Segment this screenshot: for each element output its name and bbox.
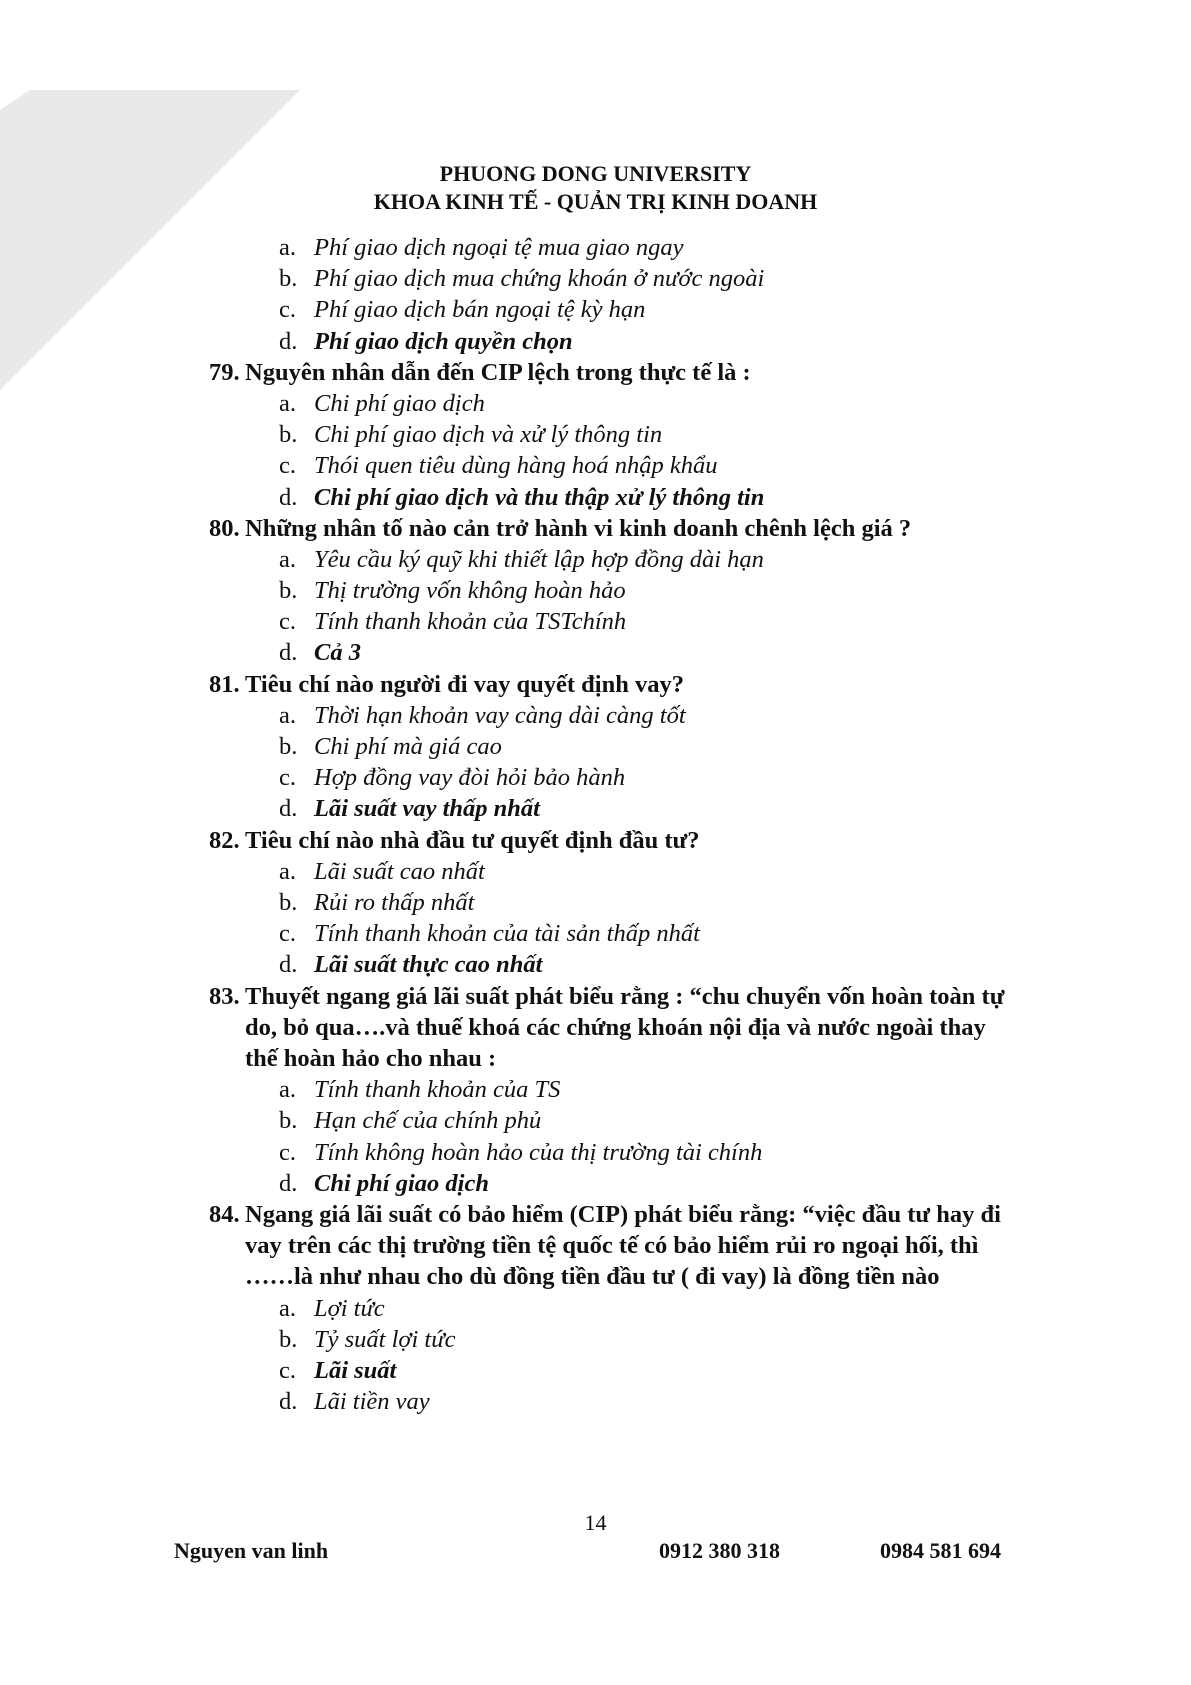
option-text: Thói quen tiêu dùng hàng hoá nhập khẩu bbox=[314, 452, 718, 480]
university-name: PHUONG DONG UNIVERSITY bbox=[439, 161, 752, 186]
option-letter: d. bbox=[279, 951, 298, 979]
option-item bbox=[209, 856, 1009, 887]
option-item bbox=[209, 388, 1009, 419]
option-text: Chi phí mà giá cao bbox=[314, 733, 502, 761]
question-number: 81. bbox=[209, 670, 240, 698]
option-item bbox=[209, 1074, 1009, 1105]
option-item bbox=[209, 419, 1009, 450]
footer-phone-1: 0912 380 318 bbox=[659, 1538, 780, 1563]
option-letter: b. bbox=[279, 889, 298, 916]
option-text: Lãi tiền vay bbox=[314, 1388, 430, 1416]
option-letter: b. bbox=[279, 733, 298, 761]
option-item bbox=[209, 1386, 1009, 1417]
question-83 bbox=[209, 981, 1009, 1075]
option-text: Lợi tức bbox=[314, 1294, 385, 1322]
option-letter: c. bbox=[279, 1356, 296, 1384]
option-item bbox=[209, 1105, 1009, 1136]
question-text: Tiêu chí nào người đi vay quyết định vay? bbox=[245, 670, 684, 698]
option-text: Hạn chế của chính phủ bbox=[314, 1107, 542, 1135]
option-letter: c. bbox=[279, 764, 296, 792]
option-letter: d. bbox=[279, 327, 298, 355]
option-letter: b. bbox=[279, 1325, 298, 1353]
option-item bbox=[209, 918, 1009, 949]
option-letter: b. bbox=[279, 577, 298, 605]
option-item bbox=[209, 887, 1009, 918]
option-letter: a. bbox=[279, 857, 296, 885]
option-item-correct bbox=[209, 326, 1009, 357]
option-letter: d. bbox=[279, 1388, 298, 1416]
footer-phone-2: 0984 581 694 bbox=[880, 1538, 1001, 1563]
option-letter: a. bbox=[279, 701, 296, 729]
option-item bbox=[209, 263, 1009, 294]
question-text: Nguyên nhân dẫn đến CIP lệch trong thực tế là : bbox=[245, 358, 751, 386]
option-item-correct bbox=[209, 793, 1009, 824]
option-item bbox=[209, 1293, 1009, 1324]
option-text: Phí giao dịch quyền chọn bbox=[314, 327, 573, 355]
option-item bbox=[209, 1137, 1009, 1168]
option-text: Phí giao dịch mua chứng khoán ở nước ngoài bbox=[314, 265, 765, 293]
option-letter: d. bbox=[279, 1169, 298, 1197]
page-number: 14 bbox=[584, 1510, 607, 1535]
option-letter: d. bbox=[279, 639, 298, 667]
question-text: Tiêu chí nào nhà đầu tư quyết định đầu tư? bbox=[245, 826, 700, 854]
option-letter: c. bbox=[279, 296, 296, 324]
option-item-correct bbox=[209, 949, 1009, 980]
option-letter: a. bbox=[279, 1294, 296, 1322]
option-text: Chi phí giao dịch bbox=[314, 1169, 489, 1197]
faculty-name: KHOA KINH TẾ - QUẢN TRỊ KINH DOANH bbox=[373, 189, 818, 214]
option-letter: a. bbox=[279, 545, 296, 573]
option-item bbox=[209, 700, 1009, 731]
option-item bbox=[209, 450, 1009, 481]
question-text: Thuyết ngang giá lãi suất phát biểu rằng : “chu chuyển vốn hoàn toàn tự do, bỏ qua….và thuế khoá các chứng khoán nội địa và nước ngoài thay thế hoàn hảo cho nhau : bbox=[245, 982, 1005, 1072]
question-list bbox=[209, 232, 1009, 1417]
option-letter: c. bbox=[279, 1138, 296, 1166]
question-number: 79. bbox=[209, 358, 240, 386]
option-text: Tính thanh khoản của TS bbox=[314, 1076, 561, 1104]
option-item bbox=[209, 544, 1009, 575]
question-text: Ngang giá lãi suất có bảo hiểm (CIP) phát biểu rằng: “việc đầu tư hay đi vay trên các thị trường tiền tệ quốc tế có bảo hiểm rủi ro ngoại hối, thì ……là như nhau cho dù đồng tiền đầu tư ( đi vay) là đồng tiền nào bbox=[245, 1200, 1001, 1291]
question-81 bbox=[209, 669, 1009, 700]
option-text: Chi phí giao dịch và xử lý thông tin bbox=[314, 421, 663, 449]
option-text: Hợp đồng vay đòi hỏi bảo hành bbox=[314, 764, 626, 792]
option-text: Lãi suất cao nhất bbox=[314, 857, 485, 885]
option-letter: a. bbox=[279, 389, 296, 417]
option-text: Yêu cầu ký quỹ khi thiết lập hợp đồng dài hạn bbox=[314, 545, 764, 573]
option-letter: b. bbox=[279, 1107, 298, 1135]
option-letter: a. bbox=[279, 234, 296, 261]
question-number: 82. bbox=[209, 826, 240, 854]
option-text: Thời hạn khoản vay càng dài càng tốt bbox=[314, 701, 686, 729]
option-letter: b. bbox=[279, 265, 298, 293]
question-number: 83. bbox=[209, 982, 240, 1010]
question-84 bbox=[209, 1199, 1009, 1293]
option-text: Tính thanh khoản của TSTchính bbox=[314, 608, 627, 636]
option-item bbox=[209, 731, 1009, 762]
question-79 bbox=[209, 357, 1009, 388]
option-letter: a. bbox=[279, 1076, 296, 1104]
option-text: Thị trường vốn không hoàn hảo bbox=[314, 577, 626, 605]
question-number: 80. bbox=[209, 514, 240, 542]
previous-question-options bbox=[209, 232, 1009, 357]
option-item-correct bbox=[209, 1168, 1009, 1199]
option-item bbox=[209, 232, 1009, 263]
option-letter: c. bbox=[279, 920, 296, 948]
option-item-correct bbox=[209, 482, 1009, 513]
option-text: Lãi suất bbox=[314, 1356, 397, 1384]
option-letter: d. bbox=[279, 483, 298, 511]
footer-name: Nguyen van linh bbox=[174, 1538, 329, 1563]
option-item-correct bbox=[209, 637, 1009, 668]
option-text: Cả 3 bbox=[314, 639, 361, 667]
option-text: Tỷ suất lợi tức bbox=[314, 1325, 456, 1353]
option-letter: c. bbox=[279, 452, 296, 480]
option-item bbox=[209, 606, 1009, 637]
question-number: 84. bbox=[209, 1200, 240, 1228]
option-text: Rủi ro thấp nhất bbox=[314, 889, 475, 916]
question-text: Những nhân tố nào cản trở hành vi kinh doanh chênh lệch giá ? bbox=[245, 514, 912, 542]
question-82 bbox=[209, 825, 1009, 856]
option-item bbox=[209, 294, 1009, 325]
option-text: Phí giao dịch ngoại tệ mua giao ngay bbox=[314, 234, 684, 261]
option-item bbox=[209, 575, 1009, 606]
option-item bbox=[209, 1324, 1009, 1355]
option-letter: d. bbox=[279, 795, 298, 823]
option-text: Lãi suất vay thấp nhất bbox=[314, 795, 540, 823]
option-letter: c. bbox=[279, 608, 296, 636]
question-80 bbox=[209, 513, 1009, 544]
option-text: Tính không hoàn hảo của thị trường tài chính bbox=[314, 1138, 763, 1166]
option-letter: b. bbox=[279, 421, 298, 449]
option-item-correct bbox=[209, 1355, 1009, 1386]
option-item bbox=[209, 762, 1009, 793]
option-text: Chi phí giao dịch bbox=[314, 389, 485, 417]
option-text: Phí giao dịch bán ngoại tệ kỳ hạn bbox=[314, 296, 646, 324]
option-text: Tính thanh khoản của tài sản thấp nhất bbox=[314, 920, 700, 948]
option-text: Chi phí giao dịch và thu thập xử lý thông tin bbox=[314, 483, 765, 511]
option-text: Lãi suất thực cao nhất bbox=[314, 951, 543, 979]
